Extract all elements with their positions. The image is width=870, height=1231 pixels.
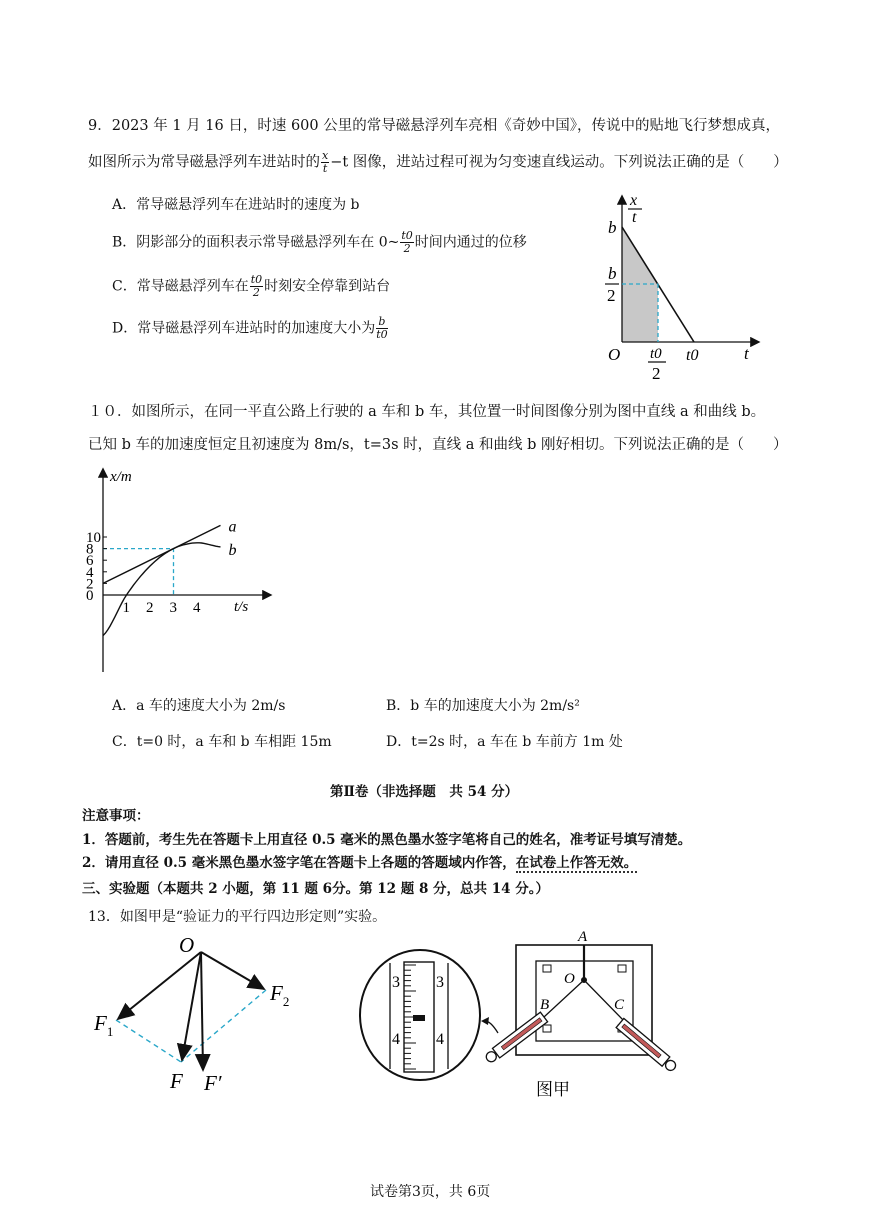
x-tick-1: 1 [122, 600, 130, 616]
label-c: C [614, 997, 625, 1013]
y-tick-2: 2 [86, 576, 94, 593]
label-a: A [578, 929, 588, 945]
x-axis-label: t [744, 344, 749, 363]
y-tick-10: 10 [86, 530, 101, 546]
notice-title: 注意事项： [82, 808, 150, 824]
label-f: F [170, 1069, 183, 1093]
scale-4-left: 4 [392, 1031, 400, 1048]
q9-xt-t-graph [590, 185, 770, 385]
vector-f [182, 952, 201, 1060]
vector-f2 [201, 952, 264, 989]
y-label-half-den: 2 [607, 286, 616, 305]
label-f2: $F_2$ [270, 981, 290, 1009]
scale-4-right: 4 [436, 1031, 444, 1048]
label-f1: $F_1$ [94, 1011, 114, 1039]
q9-option-d: D．常导磁悬浮列车进站时的加速度大小为 $\frac{b}{t0}$ [112, 315, 388, 341]
notice-2: 2．请用直径 0.5 毫米黑色墨水签字笔在答题卡上各题的答题域内作答，在试卷上作答无效。 [82, 855, 638, 871]
x-label-half-den: 2 [652, 364, 661, 383]
x-label-t0: t0 [686, 347, 699, 364]
dashed-f1-f [116, 1020, 181, 1062]
q10-option-b: B．b 车的加速度大小为 2m/s² [386, 698, 580, 714]
section2-title: 第Ⅱ卷（非选择题 共 54 分） [330, 784, 519, 800]
chart-y-label: x/m [110, 469, 132, 485]
vector-f-prime [201, 952, 203, 1070]
dashed-f2-f [181, 990, 266, 1062]
vector-f1 [118, 952, 201, 1019]
q9-option-b: B．阴影部分的面积表示常导磁悬浮列车在 0~ $\frac{t0}{2}$ 时间内通过的位移 [112, 229, 527, 255]
chart-x-label: t/s [234, 599, 249, 615]
q10-line2: 已知 b 车的加速度恒定且初速度为 8m/s，t=3s 时，直线 a 和曲线 b 刚好相切。下列说法正确的是（ ） [88, 437, 788, 453]
y-tick-8: 8 [86, 541, 94, 558]
q10-line1: １０．如图所示，在同一平直公路上行驶的 a 车和 b 车，其位置一时间图像分别为图中直线 a 和曲线 b。 [88, 404, 766, 420]
apparatus-figure [350, 925, 680, 1105]
x-label-half-num: t0 [650, 346, 662, 362]
force-parallelogram-figure [88, 930, 298, 1100]
series-a [103, 525, 221, 583]
q10-option-d: D．t=2s 时，a 车在 b 车前方 1m 处 [386, 734, 623, 750]
q9-line2 [88, 150, 788, 175]
q9-option-a: A．常导磁悬浮列车在进站时的速度为 b [112, 197, 360, 213]
label-o-knot: O [564, 971, 575, 987]
label-b: B [540, 997, 550, 1013]
y-axis-label-den: t [632, 209, 637, 226]
part3-heading: 三、实验题（本题共 2 小题，第 11 题 6分。第 12 题 8 分，总共 14 分。） [82, 881, 549, 897]
y-tick-4: 4 [86, 564, 94, 581]
q10-position-time-chart [80, 460, 280, 685]
label-o: O [179, 933, 195, 957]
label-f-prime: F′ [204, 1071, 222, 1095]
q9-option-c: C．常导磁悬浮列车在 $\frac{t0}{2}$ 时刻安全停靠到站台 [112, 273, 391, 299]
y-axis-label-num: x [630, 192, 638, 209]
series-b [103, 543, 221, 636]
scale-pointer [413, 1015, 425, 1021]
x-tick-2: 2 [146, 600, 154, 616]
figure-caption: 图甲 [536, 1080, 570, 1100]
scale-3-left: 3 [392, 974, 400, 991]
q9-xt-fraction: $\frac{x}{t}$ [322, 149, 329, 175]
x-tick-4: 4 [193, 600, 201, 616]
q9-line2-text-a: 如图所示为常导磁悬浮列车进站时的 [88, 154, 320, 171]
q9-line1: 9．2023 年 1 月 16 日，时速 600 公里的常导磁悬浮列车亮相《奇妙中国》，传说中的贴地飞行梦想成真， [88, 118, 780, 134]
y-tick-6: 6 [86, 553, 94, 570]
x-tick-3: 3 [169, 600, 177, 616]
q9-line2-text-b: −t 图像，进站过程可视为匀变速直线运动。下列说法正确的是（ ） [330, 154, 788, 171]
q13-stem: 13．如图甲是“验证力的平行四边形定则”实验。 [88, 909, 387, 925]
y-label-half-num: b [608, 264, 617, 283]
notice-1: 1．答题前，考生先在答题卡上用直径 0.5 毫米的黑色墨水签字笔将自己的姓名，准考证号填写清楚。 [82, 832, 692, 848]
q10-option-c: C．t=0 时，a 车和 b 车相距 15m [112, 734, 332, 750]
scale-3-right: 3 [436, 974, 444, 991]
page-footer: 试卷第3页，共 6页 [370, 1184, 491, 1200]
y-label-b: b [608, 218, 617, 237]
series-label-a: a [228, 518, 237, 536]
y-tick-0: 0 [86, 588, 94, 604]
series-label-b: b [228, 541, 237, 559]
q10-option-a: A．a 车的速度大小为 2m/s [112, 698, 286, 714]
origin-label: O [608, 345, 621, 364]
